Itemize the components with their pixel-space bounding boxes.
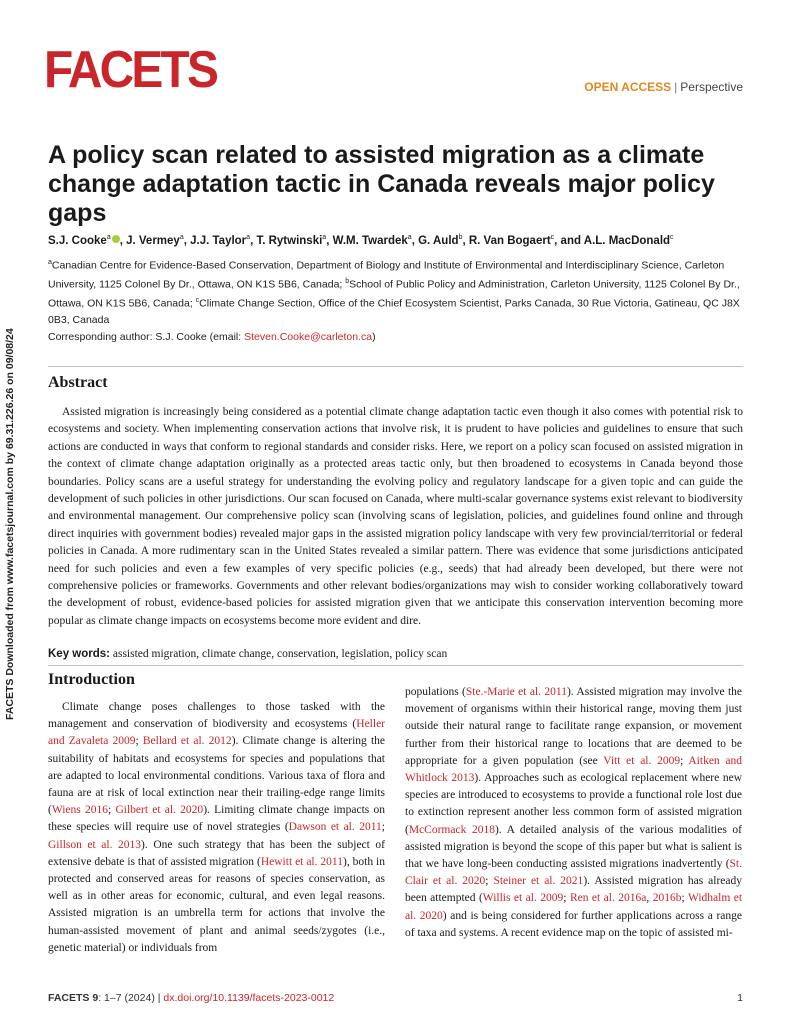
affiliation-text: School of Public Policy and Administration, Carleton University, 1125 Colonel By Dr., Ottawa, ON K1S 5B6, Canada; [48,278,740,310]
author-affiliation-mark: c [670,234,674,241]
page-footer [48,992,743,1004]
doi-link[interactable]: dx.doi.org/10.1139/facets-2023-0012 [163,992,335,1004]
author-name: S.J. Cooke [48,234,107,247]
footer-separator: | [157,992,161,1004]
keywords-label: Key words: [48,648,110,660]
footer-journal: FACETS [48,992,90,1004]
orcid-icon[interactable] [112,235,120,243]
author-affiliation-mark: a [322,234,327,241]
author-name: J. Vermey [126,234,180,247]
paper-type-label: Perspective [680,80,743,94]
intro-right-column: populations (Ste.-Marie et al. 2011). Assisted migration may involve the movement of organisms within their historical range, moving them just outside their natural range to facilitate range expansion, or movement further from their historical range to locations that are deemed to be appropriate for a given population (see Vitt et al. 2009; Aitken and Whitlock 2013). Approaches such as ecological replacement where new species are introduced to ecosystems to provide a functional role lost due to extinction represent another less common form of assisted migration (McCormack 2018). A detailed analysis of the various modalities of assisted migration is beyond the scope of this paper but what is salient is that we have long-been conducting assisted migrations inadvertently (St. Clair et al. 2020; Steiner et al. 2021). Assisted migration has already been attempted (Willis et al. 2009; Ren et al. 2016a, 2016b; Widhalm et al. 2020) and is being considered for further applications across a range of taxa and systems. A recent evidence map on the topic of assisted mi- [405,686,743,939]
citation-link[interactable]: Widhalm et al. 2020 [405,892,743,922]
citation-link[interactable]: Willis et al. 2009 [482,892,564,905]
author-affiliation-mark: b [458,234,463,241]
keywords-text: assisted migration, climate change, conservation, legislation, policy scan [110,648,448,660]
author-name: W.M. Twardek [332,234,408,247]
email-link[interactable]: Steven.Cooke@carleton.ca [244,331,373,343]
abstract-text: Assisted migration is increasingly being considered as a potential climate change adaptation tactic even though it also comes with potential risk to ecosystems and society. When implementing conservation actions that involve risk, it is prudent to have policies and guidelines to ensure that such actions are conducted in ways that conform to regional standards and consider risks. Here, we report on a policy scan focused on assisted migration in the context of climate change adaptation originally as a protected areas tactic only, but then broadened to ecosystems in Canada beyond those boundaries. Policy scans are a useful strategy for understanding the evolving policy and regulatory landscape for a given topic and can guide the development of such policies in other jurisdictions. Our scan focused on Canada, where multi-scalar governance systems exist relevant to biodiversity and environmental management. Our comprehensive policy scan (involving scans of legislation, policies, and guidelines found online and through direct inquiries with government bodies) revealed major gaps in the assisted migration policy landscape with very few provincial/territorial or federal policies in Canada. A more rudimentary scan in the United States revealed a similar pattern. There was evidence that some jurisdictions anticipated need for such policies and even a few examples of very specific policies (e.g., seeds) that had already been developed, but there were not comprehensive policies or frameworks. Governments and other relevant bodies/organizations may wish to consider working collaboratively toward the development of robust, evidence-based policies for assisted migration given that we anticipate this conservation intervention becoming more popular as climate change impacts on ecosystems become more evident and dire. [48,406,743,627]
section-divider [48,665,743,666]
intro-left-column: Climate change poses challenges to those tasked with the management and conservation of biodiversity and ecosystems (Heller and Zavaleta 2009; Bellard et al. 2012). Climate change is altering the suitability of habitats and ecosystems for species and populations that are adapted to local environmental conditions. Various taxa of flora and fauna are at risk of local extinction near their trailing-edge range limits (Wiens 2016; Gilbert et al. 2020). Limiting climate change impacts on these species will require use of novel strategies (Dawson et al. 2011; Gillson et al. 2013). One such strategy that has been the subject of extensive debate is that of assisted migration (Hewitt et al. 2011), both in protected and conserved areas for reasons of species conservation, as well as in other areas for economic, cultural, and even legal reasons. Assisted migration is an umbrella term for actions that involve the human-assisted movement of plant and animal seeds/zygotes (i.e., genetic material) or individuals from [48,701,386,954]
keywords [48,648,743,660]
article-title: A policy scan related to assisted migration as a climate change adaptation tactic in Canada reveals major policy gaps [48,141,715,227]
footer-pages: : 1–7 (2024) [98,992,155,1004]
citation-link[interactable]: Vitt et al. 2009 [603,754,681,767]
citation-link[interactable]: 2016b [652,892,682,905]
affiliation-mark: b [345,278,350,285]
affiliation-text: Climate Change Section, Office of the Chief Ecosystem Scientist, Parks Canada, 30 Rue Victoria, Gatineau, QC J8X 0B3, Canada [48,297,740,326]
author-affiliation-mark: c [550,234,555,241]
author-affiliation-mark: a [246,234,251,241]
citation-link[interactable]: Steiner et al. 2021 [493,875,584,888]
affiliation-mark: c [195,297,200,304]
citation-link[interactable]: Ren et al. 2016a [569,892,647,905]
affiliations [48,255,748,329]
citation-link[interactable]: St. Clair et al. 2020 [405,858,742,888]
citation-link[interactable]: Bellard et al. 2012 [142,735,232,748]
citation-link[interactable]: Wiens 2016 [51,804,108,817]
abstract-heading: Abstract [48,374,108,391]
affiliation-text: Canadian Centre for Evidence-Based Conservation, Department of Biology and Institute of Environmental and Interdisciplinary Science, Carleton University, 1125 Colonel By Dr., Ottawa, ON K1S 5B6, Canada; [48,259,725,291]
citation-link[interactable]: Dawson et al. 2011 [288,821,382,834]
author-affiliation-mark: a [106,234,111,241]
header-separator: | [674,80,678,94]
citation-link[interactable]: McCormack 2018 [408,823,495,836]
citation-link[interactable]: Ste.-Marie et al. 2011 [465,686,567,698]
author-affiliation-mark: a [407,234,412,241]
footer-volume: 9 [92,992,99,1004]
author-name: T. Rytwinski [256,234,323,247]
author-name: G. Auld [418,234,459,247]
citation-link[interactable]: Gillson et al. 2013 [48,838,142,851]
author-list: S.J. Cooke$^a$ , J. Vermey$^a$, J.J. Taylor$^a$, T. Rytwinski$^a$, W.M. Twardek$^a$, G. Auld$^b$, R. Van Bogaert$^c$, and A.L. MacDonald$^c$ [48,234,674,247]
citation-link[interactable]: Hewitt et al. 2011 [260,855,344,868]
introduction-heading: Introduction [48,671,135,688]
article-type-line [584,80,743,94]
citation-link[interactable]: Aitken and Whitlock 2013 [405,754,742,785]
author-affiliation-mark: a [179,234,184,241]
download-watermark: FACETS Downloaded from www.facetsjournal.com by 69.31.226.26 on 09/08/24 [4,328,16,720]
page-number: 1 [737,992,743,1004]
journal-logo: FACETS [44,41,217,99]
corresponding-author: Corresponding author: S.J. Cooke (email: Steven.Cooke@carleton.ca) [48,331,376,343]
affiliation-mark: a [48,259,52,266]
section-divider [48,366,743,367]
author-name: J.J. Taylor [190,234,247,247]
citation-link[interactable]: Gilbert et al. 2020 [115,804,204,817]
author-name: A.L. MacDonald [583,234,671,247]
author-name: R. Van Bogaert [468,234,551,247]
open-access-label[interactable]: OPEN ACCESS [584,80,672,94]
citation-link[interactable]: Heller and Zavaleta 2009 [48,718,385,748]
